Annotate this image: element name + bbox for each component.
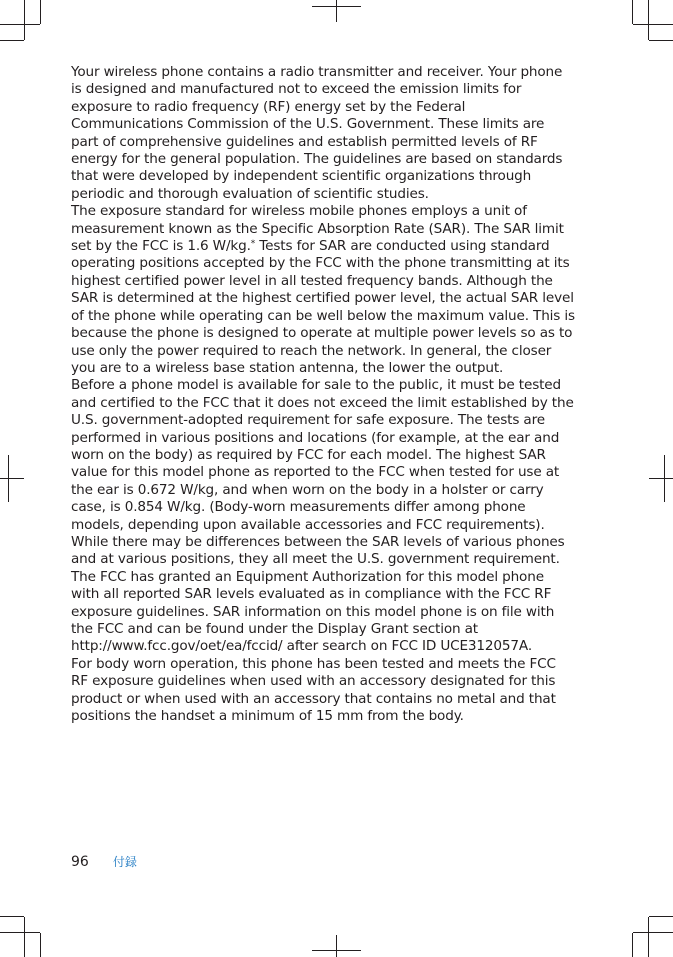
paragraph-sar-values: Before a phone model is available for sale to the public, it must be tested and certified to the FCC that it does not exceed the limit established by the U.S. government-adopted requirement for safe exposure. The tests are performed in various positions and locations (for example, at the ear and worn on the body) as required by FCC for each model. The highest SAR value for this model phone as reported to the FCC when tested for use at the ear is 0.672 W/kg, and when worn on the body in a holster or carry case, is 0.854 W/kg. (Body-worn measurements differ among phone models, depending upon available accessories and FCC requirements). While there may be differences between the SAR levels of various phones and at various positions, they all meet the U.S. government requirement. — [71, 377, 574, 568]
page-footer — [71, 853, 137, 870]
paragraph-body-worn: For body worn operation, this phone has been tested and meets the FCC RF exposure guidelines when used with an accessory designated for this product or when used with an accessory that contains no metal and that positions the handset a minimum of 15 mm from the body. — [71, 655, 556, 725]
sar-standard-text-part1: The exposure standard for wireless mobile phones employs a unit of measurement known as the Specific Absorption Rate (SAR). The SAR limit set by the FCC is 1.6 W/kg. — [71, 203, 564, 255]
paragraph-sar-standard — [71, 203, 575, 377]
paragraph-equipment-authorization: The FCC has granted an Equipment Authorization for this model phone with all reported SAR levels evaluated as in compliance with the FCC RF exposure guidelines. SAR information on this model phone is on file with the FCC and can be found under the Display Grant section at — [71, 568, 555, 637]
page-number: 96 — [71, 854, 89, 870]
section-label: 付録 — [112, 855, 137, 869]
sar-standard-text-part2: Tests for SAR are conducted using standard operating positions accepted by the FCC with the phone transmitting at its highest certified power level in all tested frequency bands. Although the SAR is determined at the highest certified power level, the actual SAR level of the phone while operating can be well below the maximum value. This is because the phone is designed to operate at multiple power levels so as to use only the power required to reach the network. In general, the closer you are to a wireless base station antenna, the lower the output. — [71, 238, 575, 376]
fcc-id-link: http://www.fcc.gov/oet/ea/fccid/ after search on FCC ID UCE312057A. — [71, 638, 532, 655]
footnote-mark: * — [250, 239, 256, 250]
body-text — [71, 64, 575, 725]
paragraph-emission-limits: Your wireless phone contains a radio transmitter and receiver. Your phone is designed and manufactured not to exceed the emission limits for exposure to radio frequency (RF) energy set by the Federal Communications Commission of the U.S. Government. These limits are part of comprehensive guidelines and establish permitted levels of RF energy for the general population. The guidelines are based on standards that were developed by independent scientific organizations through periodic and thorough evaluation of scientific studies. — [71, 64, 563, 202]
